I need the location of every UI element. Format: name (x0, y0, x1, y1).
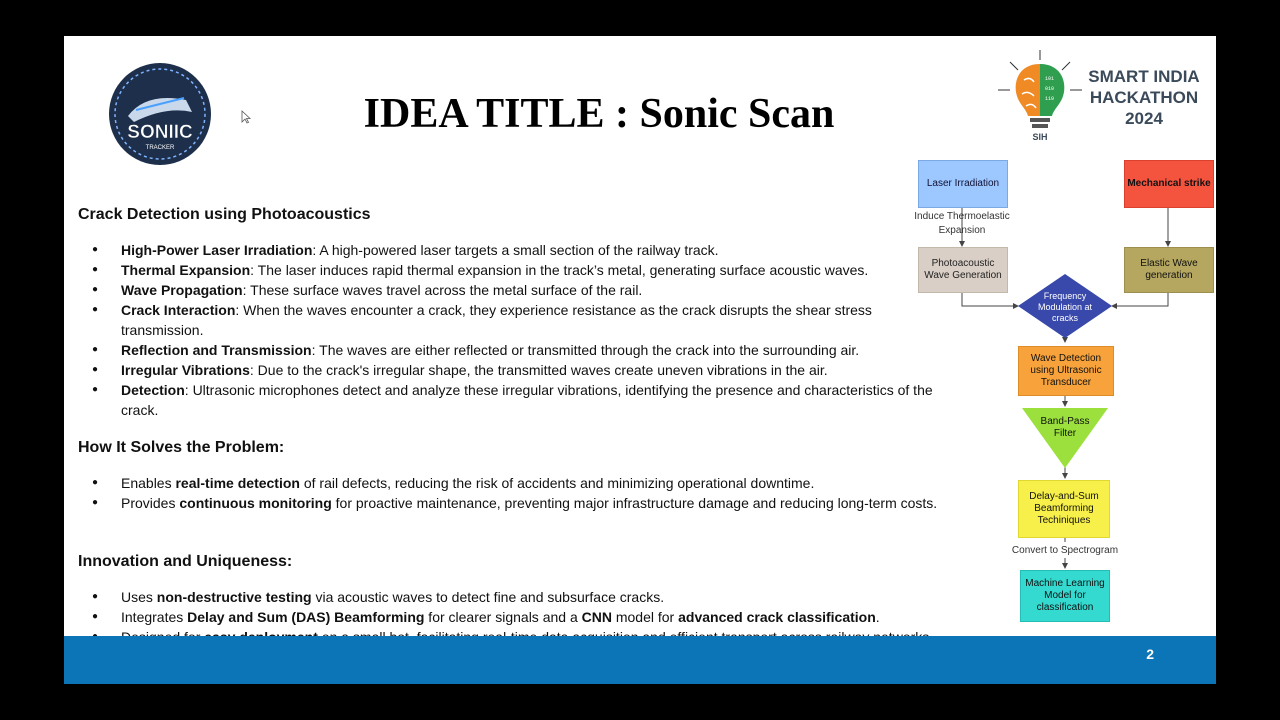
list-item: ● Wave Propagation: These surface waves travel across the metal surface of the rail. (78, 280, 958, 300)
slide (64, 36, 1216, 684)
list-item: ● Uses non-destructive testing via acoustic waves to detect fine and subsurface cracks. (78, 587, 958, 607)
slide-title: IDEA TITLE : Sonic Scan (363, 91, 835, 137)
svg-text:110: 110 (1045, 96, 1055, 102)
sih-line2: HACKATHON (1089, 88, 1199, 107)
box-delay-and-sum: Delay-and-Sum Beamforming Techiniques (1018, 480, 1110, 538)
sih-line3: 2024 (1125, 109, 1163, 128)
svg-text:101: 101 (1045, 76, 1055, 82)
section-heading-crack-detection: Crack Detection using Photoacoustics (78, 206, 371, 223)
list-item: ● High-Power Laser Irradiation: A high-powered laser targets a small section of the railway track. (78, 240, 958, 260)
list-item: ● Thermal Expansion: The laser induces rapid thermal expansion in the track’s metal, generating surface acoustic waves. (78, 260, 958, 280)
bullet-list-crack-detection (78, 240, 958, 420)
box-machine-learning: Machine Learning Model for classification (1020, 570, 1110, 622)
sih-line1: SMART INDIA (1088, 67, 1200, 86)
logo-sub: TRACKER (145, 145, 175, 151)
list-item: ● Integrates Delay and Sum (DAS) Beamforming for clearer signals and a CNN model for advanced crack classification. (78, 607, 958, 627)
section-heading-innovation: Innovation and Uniqueness: (78, 553, 293, 570)
diamond-frequency-modulation: Frequency Modulation at cracks (1037, 290, 1093, 323)
list-item: ● Provides continuous monitoring for proactive maintenance, preventing major infrastructure damage and reducing long-term costs. (78, 493, 958, 513)
box-elastic-wave: Elastic Wave generation (1124, 247, 1214, 293)
list-item: ● Irregular Vibrations: Due to the crack's irregular shape, the transmitted waves create uneven vibrations in the air. (78, 360, 958, 380)
box-wave-detection: Wave Detection using Ultrasonic Transducer (1018, 346, 1114, 396)
page-number: 2 (1146, 646, 1154, 662)
section-heading-how-it-solves: How It Solves the Problem: (78, 439, 285, 456)
sih-badge: SIH (1032, 132, 1048, 142)
box-laser-irradiation: Laser Irradiation (918, 160, 1008, 208)
list-item: ● Enables real-time detection of rail defects, reducing the risk of accidents and minimizing operational downtime. (78, 473, 958, 493)
footer-bar (64, 636, 1216, 684)
triangle-band-pass-filter: Band-Pass Filter (1040, 416, 1090, 439)
mouse-cursor-icon (241, 110, 251, 124)
box-photoacoustic: Photoacoustic Wave Generation (918, 247, 1008, 293)
box-mechanical-strike: Mechanical strike (1124, 160, 1214, 208)
label-convert-spectrogram: Convert to Spectrogram (1011, 545, 1119, 556)
logo-name: SONIIC (127, 122, 193, 143)
label-induce-expansion: Induce Thermoelastic Expansion (914, 211, 1010, 236)
svg-text:010: 010 (1045, 86, 1055, 92)
soniic-tracker-logo (106, 62, 214, 166)
sih-wordmark (1084, 66, 1204, 129)
list-item: ● Detection: Ultrasonic microphones detect and analyze these irregular vibrations, identifying the presence and characteristics of the crack. (78, 380, 958, 420)
process-flowchart (894, 156, 1216, 636)
list-item: ● Crack Interaction: When the waves encounter a crack, they experience resistance as the crack disrupts the shear stress transmission. (78, 300, 958, 340)
list-item: ● Reflection and Transmission: The waves are either reflected or transmitted through the crack into the surrounding air. (78, 340, 958, 360)
bullet-list-how-it-solves (78, 473, 958, 513)
